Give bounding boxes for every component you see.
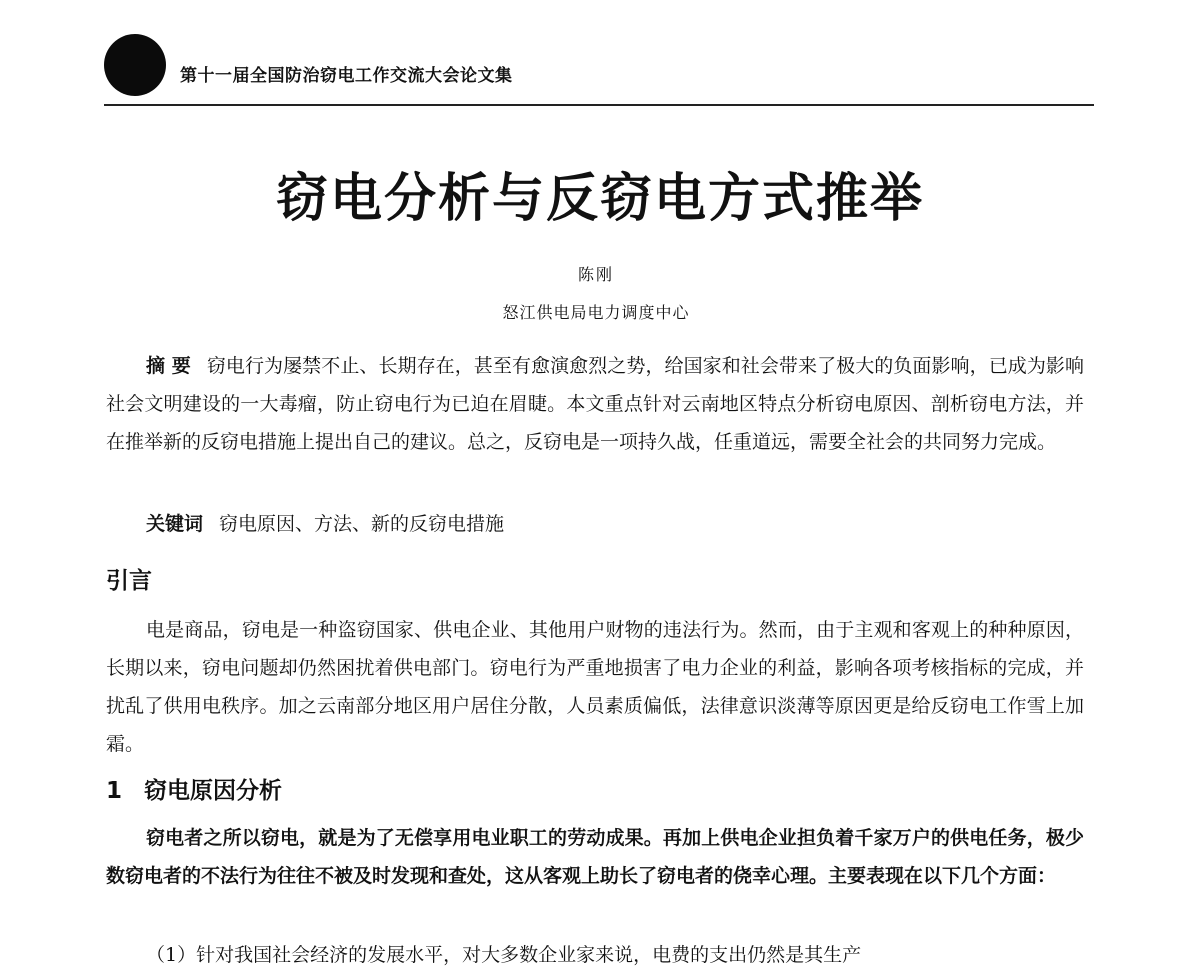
paper-title: 窃电分析与反窃电方式推举 [275,169,924,229]
section-1-paragraph: 窃电者之所以窃电，就是为了无偿享用电业职工的劳动成果。再加上供电企业担负着千家万户的供电任务，极少数窃电者的不法行为往往不被及时发现和查处，这从客观上助长了窃电者的侥幸心理。主要表现在以下几个方面： [106,827,1084,887]
proceedings-logo [104,34,166,96]
section-1-heading [106,772,282,805]
section-1-title: 窃电原因分析 [144,778,283,804]
keywords [106,505,1084,543]
author-affiliation: 怒江供电局电力调度中心 [502,303,690,322]
author-name: 陈刚 [577,265,614,284]
section-1-item-1: （1）针对我国社会经济的发展水平，对大多数企业家来说，电费的支出仍然是其生产 [146,944,862,966]
intro-heading: 引言 [106,568,152,594]
abstract [106,347,1084,461]
abstract-label: 摘 要 [146,355,191,377]
header-rule [104,104,1094,106]
keywords-text: 窃电原因、方法、新的反窃电措施 [219,513,505,535]
keywords-label: 关键词 [146,513,204,535]
intro-paragraph: 电是商品，窃电是一种盗窃国家、供电企业、其他用户财物的违法行为。然而，由于主观和客观上的种种原因，长期以来，窃电问题却仍然困扰着供电部门。窃电行为严重地损害了电力企业的利益，影响各项考核指标的完成，并扰乱了供用电秩序。加之云南部分地区用户居住分散，人员素质偏低，法律意识淡薄等原因更是给反窃电工作雪上加霜。 [106,619,1084,755]
section-1-item-1-clipped [106,936,1084,972]
section-1-number: 1 [106,778,123,804]
running-head: 第十一届全国防治窃电工作交流大会论文集 [180,66,513,86]
abstract-text: 窃电行为屡禁不止、长期存在，甚至有愈演愈烈之势，给国家和社会带来了极大的负面影响，已成为影响社会文明建设的一大毒瘤，防止窃电行为已迫在眉睫。本文重点针对云南地区特点分析窃电原因、剖析窃电方法，并在推举新的反窃电措施上提出自己的建议。总之，反窃电是一项持久战，任重道远，需要全社会的共同努力完成。 [106,355,1084,453]
